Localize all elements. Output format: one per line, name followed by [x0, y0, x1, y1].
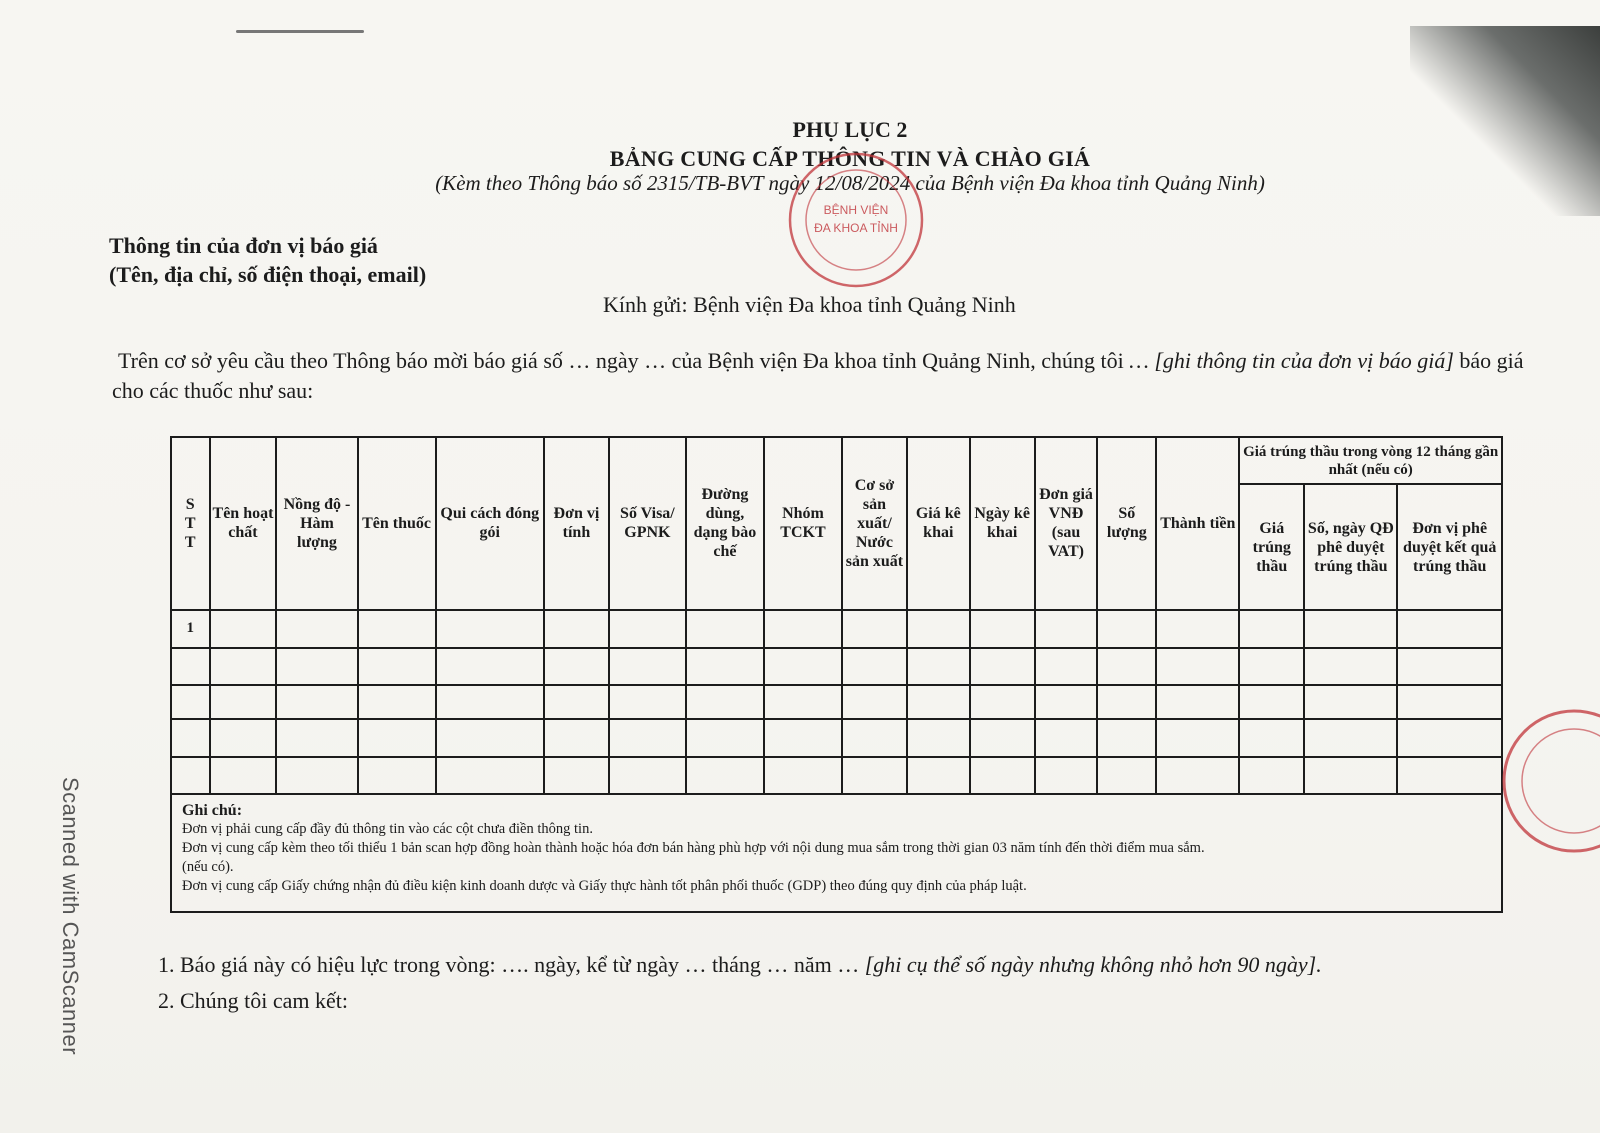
table-row — [171, 648, 1502, 686]
issuer-info-hint: (Tên, địa chỉ, số điện thoại, email) — [109, 262, 427, 287]
stt-cell — [171, 757, 210, 795]
col-header-decision-number: Số, ngày QĐ phê duyệt trúng thầu — [1304, 484, 1397, 610]
validity-clause — [158, 952, 1578, 978]
stt-cell — [171, 648, 210, 686]
col-header-packaging: Qui cách đóng gói — [436, 437, 544, 610]
col-header-unit: Đơn vị tính — [544, 437, 609, 610]
hospital-stamp — [776, 150, 936, 290]
intro-tail: báo giá cho các thuốc như sau: — [112, 348, 1524, 403]
stt-cell — [171, 719, 210, 757]
quotation-table — [170, 436, 1503, 913]
table-row — [171, 719, 1502, 757]
top-mark — [236, 30, 364, 33]
stamp-line2: ĐA KHOA TỈNH — [814, 221, 898, 235]
hospital-stamp-edge — [1494, 706, 1600, 856]
col-header-unit-price: Đơn giá VNĐ (sau VAT) — [1035, 437, 1098, 610]
col-group-winning-bid: Giá trúng thầu trong vòng 12 tháng gần nhất (nếu có) — [1239, 437, 1502, 484]
col-header-route-form: Đường dùng, dạng bào chế — [686, 437, 764, 610]
col-header-concentration: Nồng độ - Hàm lượng — [276, 437, 357, 610]
recipient-line: Kính gửi: Bệnh viện Đa khoa tỉnh Quảng Ninh — [603, 292, 1016, 317]
col-header-active-ingredient: Tên hoạt chất — [210, 437, 277, 610]
document-subtitle: (Kèm theo Thông báo số 2315/TB-BVT ngày 12/08/2024 của Bệnh viện Đa khoa tỉnh Quảng Ninh) — [435, 171, 1265, 195]
issuer-info-label: Thông tin của đơn vị báo giá — [109, 233, 378, 258]
col-header-tckt-group: Nhóm TCKT — [764, 437, 842, 610]
note-line: Đơn vị cung cấp Giấy chứng nhận đủ điều kiện kinh doanh dược và Giấy thực hành tốt phân phối thuốc (GDP) theo đúng quy định của pháp luật. — [182, 878, 1027, 895]
intro-paragraph — [112, 346, 1532, 406]
col-header-quantity: Số lượng — [1097, 437, 1156, 610]
stt-cell — [171, 685, 210, 719]
table-row — [171, 685, 1502, 719]
note-line: Đơn vị phải cung cấp đầy đủ thông tin vào các cột chưa điền thông tin. — [182, 821, 593, 838]
intro-italic: … [ghi thông tin của đơn vị báo giá] — [1123, 348, 1454, 373]
validity-text: 1. Báo giá này có hiệu lực trong vòng: …. ngày, kể từ ngày … tháng … năm … — [158, 952, 860, 977]
stamp-line1: BỆNH VIỆN — [823, 203, 889, 217]
col-header-manufacturer: Cơ sở sản xuất/ Nước sản xuất — [842, 437, 907, 610]
col-header-declared-price: Giá kê khai — [907, 437, 970, 610]
notes-title: Ghi chú: — [182, 802, 243, 820]
commitment-heading: 2. Chúng tôi cam kết: — [158, 988, 349, 1013]
table-row — [171, 757, 1502, 795]
col-header-stt: S T T — [171, 437, 210, 610]
validity-italic: [ghi cụ thể số ngày nhưng không nhỏ hơn 90 ngày]. — [859, 952, 1322, 977]
col-header-visa: Số Visa/ GPNK — [609, 437, 686, 610]
col-header-declared-date: Ngày kê khai — [970, 437, 1035, 610]
col-header-approving-unit: Đơn vị phê duyệt kết quả trúng thầu — [1397, 484, 1502, 610]
document-title: BẢNG CUNG CẤP THÔNG TIN VÀ CHÀO GIÁ — [609, 146, 1091, 171]
note-line: Đơn vị cung cấp kèm theo tối thiểu 1 bản scan hợp đồng hoàn thành hoặc hóa đơn bán hàng phù hợp với nội dung mua sắm trong thời gian 03 năm tính đến thời điểm mua sắm. — [182, 840, 1205, 857]
table-notes — [171, 794, 1502, 912]
camscanner-watermark: Scanned with CamScanner — [58, 776, 83, 1056]
col-header-drug-name: Tên thuốc — [358, 437, 436, 610]
stt-cell: 1 — [171, 610, 210, 648]
appendix-title: PHỤ LỤC 2 — [792, 117, 908, 142]
note-line: (nếu có). — [182, 859, 234, 876]
col-header-total: Thành tiền — [1156, 437, 1239, 610]
intro-text: Trên cơ sở yêu cầu theo Thông báo mời báo giá số … ngày … của Bệnh viện Đa khoa tỉnh Quảng Ninh, chúng tôi — [118, 348, 1124, 373]
col-header-winning-price: Giá trúng thầu — [1239, 484, 1304, 610]
table-row — [171, 610, 1502, 648]
